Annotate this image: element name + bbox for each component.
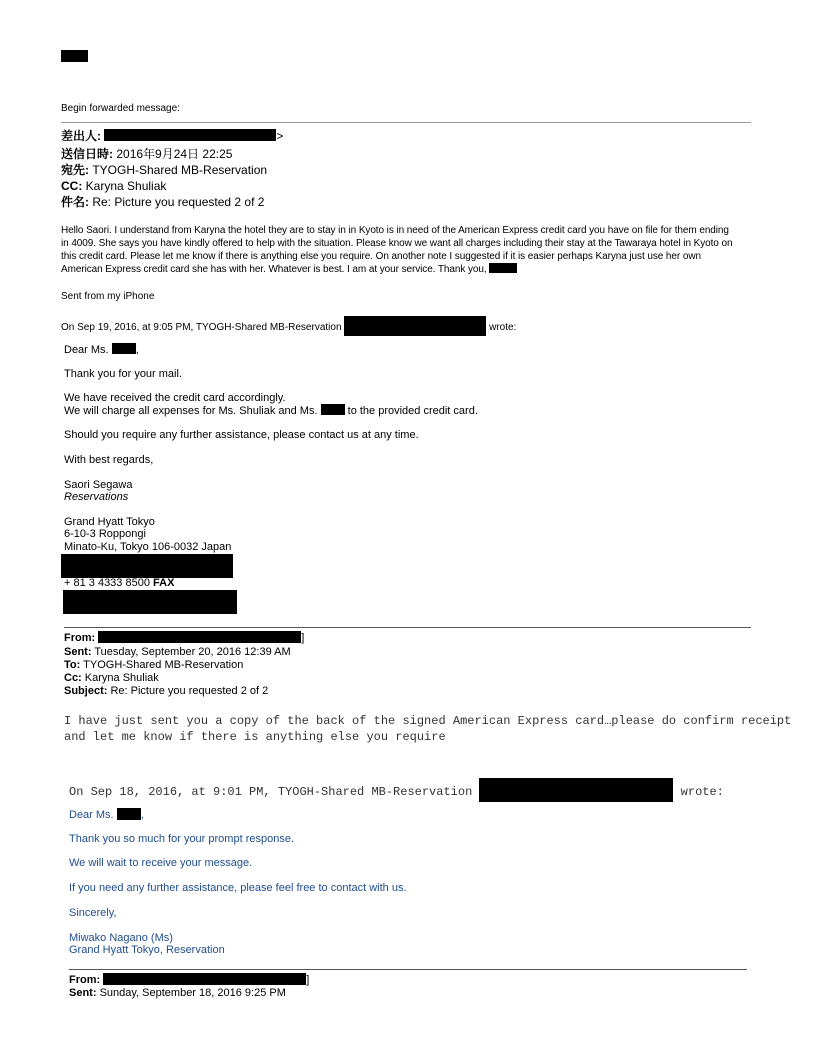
redaction-box [63,590,237,614]
quote1-addr2: 6-10-3 Roppongi [64,528,146,540]
hdr3-from-label: From: [69,974,101,986]
hdr2-sent-value: Tuesday, September 20, 2016 12:39 AM [94,646,291,658]
quote2-salutation-text: Dear Ms. [69,809,114,821]
quote1-intro [61,316,516,336]
hdr2-sent-label: Sent: [64,646,92,658]
msg2-line1: I have just sent you a copy of the back of the signed American Express card…please do confirm receipt [64,714,792,728]
quote1-salutation-text: Dear Ms. [64,344,109,356]
quote1-fax-label: FAX [153,577,175,589]
quote2-intro [69,778,724,802]
quote1-p2a: We have received the credit card accordingly. [64,392,286,404]
quote1-fax-row [64,577,174,590]
hdr3-sent-label: Sent: [69,987,97,999]
fwd-to-value: TYOGH-Shared MB-Reservation [92,163,268,177]
fwd-to-label: 宛先: [61,163,89,177]
quote1-salutation-end: , [135,344,139,356]
quote2-p1: Thank you so much for your prompt response. [69,833,294,845]
quote2-p2: We will wait to receive your message. [69,857,253,869]
quote1-fax-number: + 81 3 4333 8500 [64,577,150,589]
hdr2-to-label: To: [64,659,81,671]
redaction-box [61,50,88,62]
quote2-salutation [69,808,144,822]
hdr3-from-suffix: ] [306,974,310,986]
quote1-sig-title: Reservations [64,491,129,503]
fwd-subject-row [61,195,264,210]
fwd-sent-label: 送信日時: [61,147,113,161]
redaction-box [112,343,136,354]
quote2-intro-suffix: wrote: [680,785,724,799]
hdr2-from-label: From: [64,632,96,644]
redaction-box [344,316,486,336]
quote2-sig-name: Miwako Nagano (Ms) [69,932,173,944]
quote2-sig-org: Grand Hyatt Tokyo, Reservation [69,944,225,956]
redaction-box [98,631,301,643]
quote1-sig-name: Saori Segawa [64,479,133,491]
redaction-box [61,554,233,578]
msg1-line4 [61,263,517,276]
quote1-closing: With best regards, [64,454,154,466]
redaction-box [479,778,673,802]
hdr2-to-row [64,659,243,672]
quote2-p3: If you need any further assistance, please feel free to contact with us. [69,882,407,894]
fwd-cc-value: Karyna Shuliak [85,179,167,193]
hdr2-from-row [64,631,304,645]
redaction-box [321,404,345,415]
quote2-closing: Sincerely, [69,907,117,919]
fwd-to-row [61,163,267,178]
fwd-cc-row [61,179,166,194]
divider [69,969,747,970]
msg1-line4-text: American Express credit card she has with her. Whatever is best. I am at your service. Thank you, [61,264,487,275]
fwd-subject-value: Re: Picture you requested 2 of 2 [92,195,265,209]
fwd-subject-label: 件名: [61,195,89,209]
fwd-from-suffix: > [276,129,284,143]
hdr2-sent-row [64,646,291,659]
hdr2-cc-value: Karyna Shuliak [84,672,159,684]
hdr3-sent-value: Sunday, September 18, 2016 9:25 PM [99,987,286,999]
fwd-from-row [61,129,283,144]
fwd-sent-value: 2016年9月24日 22:25 [116,147,233,161]
quote2-intro-prefix: On Sep 18, 2016, at 9:01 PM, TYOGH-Shared MB-Reservation [69,785,473,799]
msg1-line3: this credit card. Please let me know if there is anything else you require. On another note I suggested if it is easier perhaps Karyna just use her own [61,251,701,262]
fwd-from-label: 差出人: [61,129,101,143]
msg2-line2: and let me know if there is anything else you require [64,730,446,744]
hdr2-subject-value: Re: Picture you requested 2 of 2 [110,685,269,697]
msg1-line2: in 4009. She says you have kindly offered to help with the situation. Please know we want all charges including their stay at the Tawaraya hotel in Kyoto on [61,238,733,249]
quote1-p2b-suffix: to the provided credit card. [347,405,478,417]
quote1-p2b-prefix: We will charge all expenses for Ms. Shuliak and Ms. [64,405,318,417]
divider [61,122,751,123]
hdr3-sent-row [69,987,286,1000]
redaction-box [489,263,517,273]
msg1-line1: Hello Saori. I understand from Karyna the hotel they are to stay in in Kyoto is in need of the American Express credit card you have on file for them ending [61,225,729,236]
fwd-sent-row [61,147,232,162]
quote1-addr3: Minato-Ku, Tokyo 106-0032 Japan [64,541,232,553]
hdr2-subject-label: Subject: [64,685,108,697]
hdr2-to-value: TYOGH-Shared MB-Reservation [83,659,244,671]
hdr2-cc-row [64,672,159,685]
redaction-box [103,973,306,985]
hdr2-subject-row [64,685,268,698]
quote1-intro-suffix: wrote: [489,322,517,333]
quote1-salutation [64,343,139,357]
redaction-box [117,808,141,820]
quote1-addr1: Grand Hyatt Tokyo [64,516,155,528]
hdr2-from-suffix: ] [301,632,305,644]
hdr2-cc-label: Cc: [64,672,82,684]
forward-label: Begin forwarded message: [61,103,180,114]
hdr3-from-row [69,973,309,987]
redaction-box [104,129,276,141]
divider [64,627,751,628]
quote1-p3: Should you require any further assistance, please contact us at any time. [64,429,419,441]
quote1-intro-prefix: On Sep 19, 2016, at 9:05 PM, TYOGH-Shared MB-Reservation [61,322,342,333]
msg1-signature: Sent from my iPhone [61,291,155,302]
quote2-salutation-end: , [140,809,144,821]
quote1-p1: Thank you for your mail. [64,368,182,380]
fwd-cc-label: CC: [61,179,83,193]
quote1-p2b [64,404,478,418]
